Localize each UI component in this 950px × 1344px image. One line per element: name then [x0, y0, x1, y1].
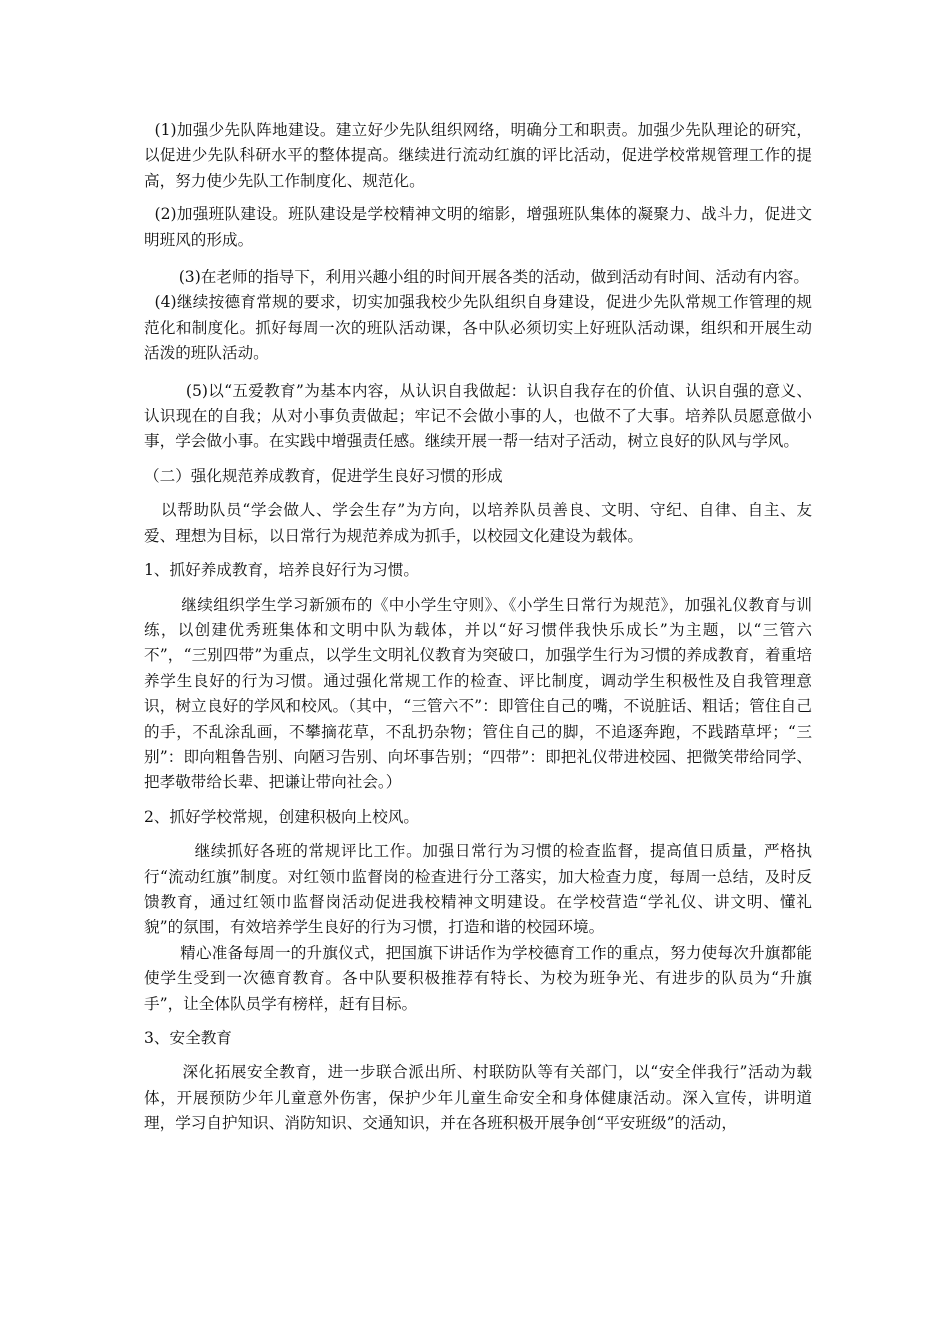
paragraph-4: (4)继续按德育常规的要求，切实加强我校少先队组织自身建设，促进少先队常规工作管理的规范化和制度化。抓好每周一次的班队活动课，各中队必须切实上好班队活动课，组织和开展生动活泼的班队活动。: [144, 293, 812, 363]
subheading-1: 1、抓好养成教育，培养良好行为习惯。: [144, 561, 420, 580]
paragraph-3: (3)在老师的指导下，利用兴趣小组的时间开展各类的活动，做到活动有时间、活动有内容。: [144, 268, 809, 287]
paragraph-9: 精心准备每周一的升旗仪式，把国旗下讲话作为学校德育工作的重点，努力使每次升旗都能使学生受到一次德育教育。各中队要积极推荐有特长、为校为班争光、有进步的队员为“升旗手”，让全体队员学有榜样，赶有目标。: [144, 943, 812, 1013]
paragraph-7: 继续组织学生学习新颁布的《中小学生守则》、《小学生日常行为规范》，加强礼仪教育与训练，以创建优秀班集体和文明中队为载体，并以“好习惯伴我快乐成长”为主题，以“三管六不”，“三别四带”为重点，以学生文明礼仪教育为突破口，加强学生行为习惯的养成教育，着重培养学生良好的行为习惯。通过强化常规工作的检查、评比制度，调动学生积极性及自我管理意识，树立良好的学风和校风。（其中，“三管六不”：即管住自己的嘴，不说脏话、粗话；管住自己的手，不乱涂乱画，不攀摘花草，不乱扔杂物；管住自己的脚，不追逐奔跑，不践踏草坪；“三别”：即向粗鲁告别、向陋习告别、向坏事告别；“四带”：即把礼仪带进校园、把微笑带给同学、把孝敬带给长辈、把谦让带向社会。）: [144, 595, 812, 792]
section-heading-2: （二）强化规范养成教育，促进学生良好习惯的形成: [144, 466, 503, 485]
paragraph-8: 继续抓好各班的常规评比工作。加强日常行为习惯的检查监督，提高值日质量，严格执行“流动红旗”制度。对红领巾监督岗的检查进行分工落实，加大检查力度，每周一总结，及时反馈教育，通过红领巾监督岗活动促进我校精神文明建设。在学校营造“学礼仪、讲文明、懂礼貌”的氛围，有效培养学生良好的行为习惯，打造和谐的校园环境。: [144, 842, 812, 937]
subheading-3: 3、安全教育: [144, 1029, 232, 1047]
subheading-2: 2、抓好学校常规，创建积极向上校风。: [144, 807, 420, 826]
paragraph-1: (1)加强少先队阵地建设。建立好少先队组织网络，明确分工和职责。加强少先队理论的研究，以促进少先队科研水平的整体提高。继续进行流动红旗的评比活动，促进学校常规管理工作的提高，努力使少先队工作制度化、规范化。: [144, 121, 812, 190]
document-body: [144, 118, 812, 1137]
paragraph-6: 以帮助队员“学会做人、学会生存”为方向，以培养队员善良、文明、守纪、自律、自主、友爱、理想为目标，以日常行为规范养成为抓手，以校园文化建设为载体。: [144, 501, 812, 545]
paragraph-2: (2)加强班队建设。班队建设是学校精神文明的缩影，增强班队集体的凝聚力、战斗力，促进文明班风的形成。: [144, 205, 812, 249]
paragraph-10: 深化拓展安全教育，进一步联合派出所、村联防队等有关部门，以“安全伴我行”活动为载体，开展预防少年儿童意外伤害，保护少年儿童生命安全和身体健康活动。深入宣传，讲明道理，学习自护知识、消防知识、交通知识，并在各班积极开展争创“平安班级”的活动，: [144, 1063, 812, 1133]
paragraph-5: (5)以“五爱教育”为基本内容，从认识自我做起：认识自我存在的价值、认识自强的意义、认识现在的自我；从对小事负责做起；牢记不会做小事的人，也做不了大事。培养队员愿意做小事，学会做小事。在实践中增强责任感。继续开展一帮一结对子活动，树立良好的队风与学风。: [144, 381, 812, 451]
